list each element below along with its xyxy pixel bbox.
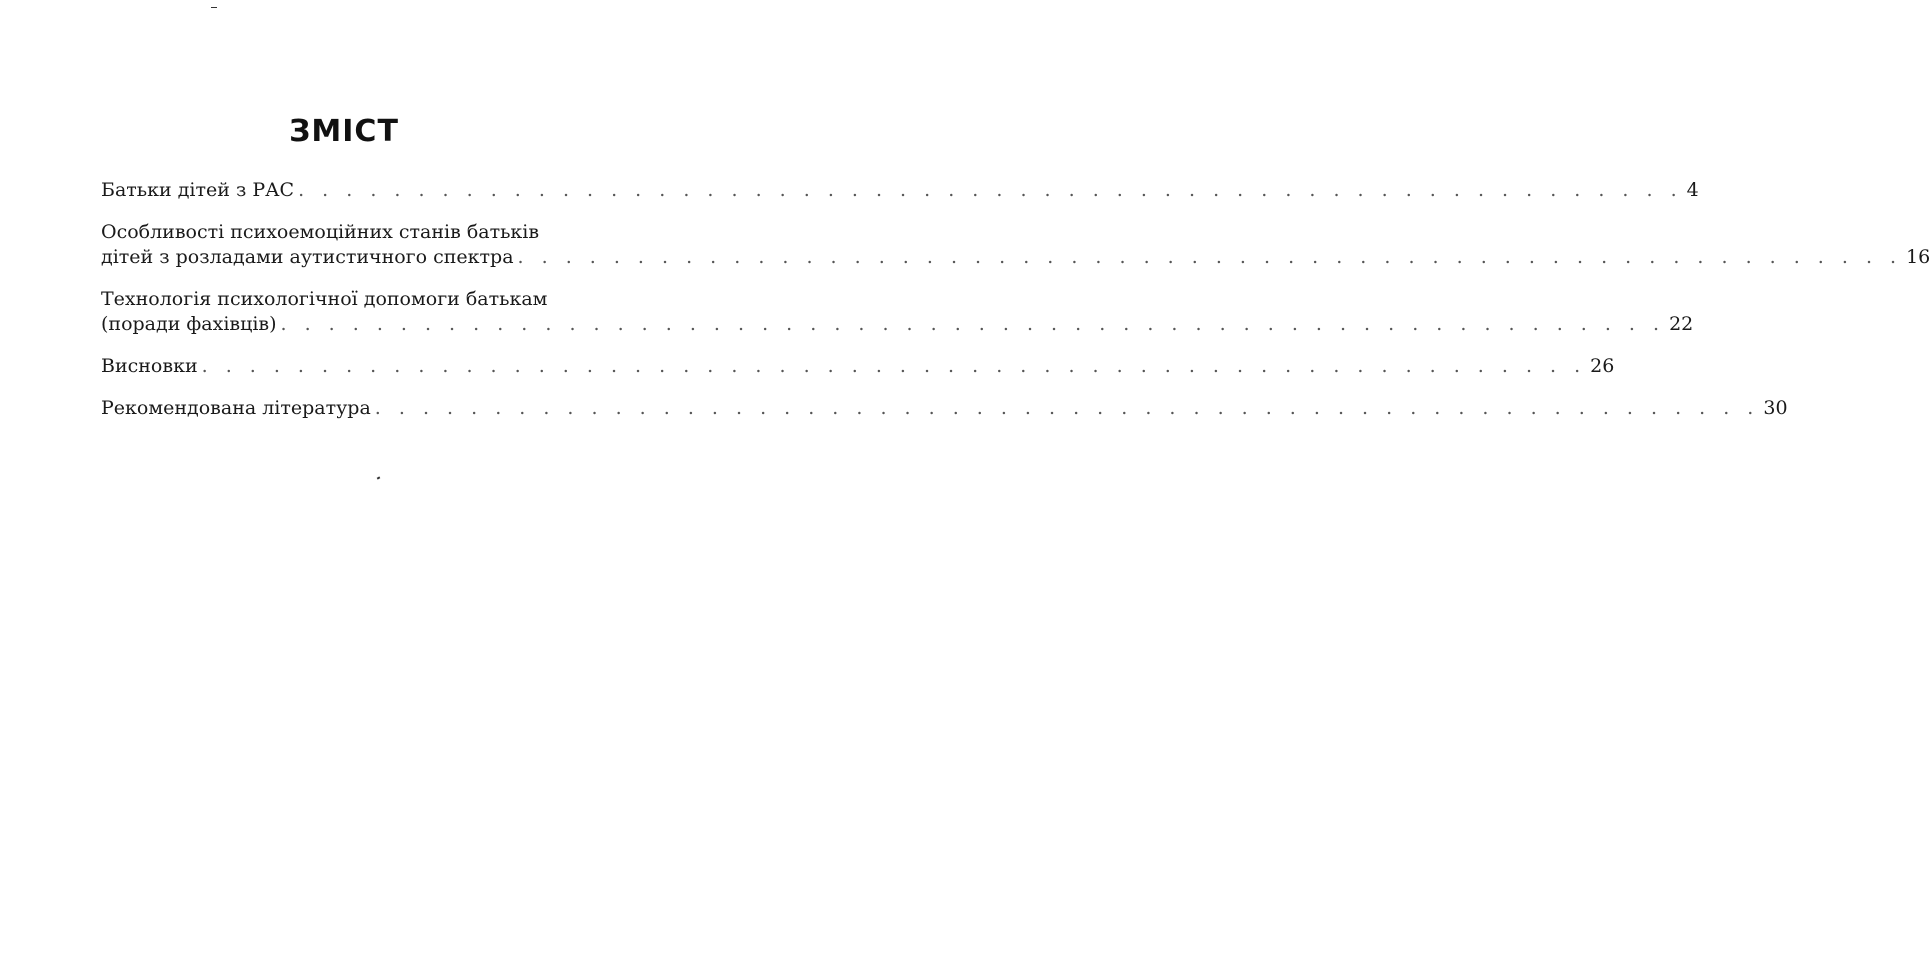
toc-entry-title: Особливості психоемоційних станів батьків [101, 221, 540, 243]
toc-entry-line [101, 178, 1699, 203]
toc-entry[interactable] [101, 178, 1699, 203]
dot-leader: . . . . . . . . . . . . . . . . . . . . . . . . . . . . . . . . . . . . . . . . . . . . . . . . . . . . . . . . . . [517, 246, 1903, 268]
table-of-contents [101, 178, 1930, 438]
toc-entry-line [101, 287, 601, 312]
toc-entry-line [101, 312, 1694, 337]
toc-page-number: 16 [1906, 246, 1930, 268]
toc-entry-line [101, 396, 1788, 421]
toc-entry-title: Технологія психологічної допомоги батькам [101, 288, 548, 310]
dot-leader: . . . . . . . . . . . . . . . . . . . . . . . . . . . . . . . . . . . . . . . . . . . . . . . . . . . . . . . . . . [201, 355, 1587, 377]
scan-speck [377, 476, 381, 479]
page-title: ЗМІСТ [289, 114, 399, 149]
toc-entry[interactable] [101, 354, 1615, 379]
toc-entry-title: Висновки [101, 355, 198, 377]
toc-page-number: 4 [1686, 179, 1699, 201]
toc-entry-line [101, 220, 601, 245]
toc-entry-line [101, 354, 1615, 379]
toc-entry[interactable] [101, 287, 1694, 337]
toc-page-number: 26 [1590, 355, 1615, 377]
toc-entry-line [101, 245, 1930, 270]
dot-leader: . . . . . . . . . . . . . . . . . . . . . . . . . . . . . . . . . . . . . . . . . . . . . . . . . . . . . . . . . . [374, 397, 1760, 419]
dot-leader: . . . . . . . . . . . . . . . . . . . . . . . . . . . . . . . . . . . . . . . . . . . . . . . . . . . . . . . . . . [298, 179, 1683, 201]
toc-entry-title: Рекомендована література [101, 397, 371, 419]
toc-page-number: 30 [1763, 397, 1788, 419]
toc-entry[interactable] [101, 396, 1788, 421]
toc-entry-title: Батьки дітей з РАС [101, 179, 295, 201]
toc-entry-title-continued: (поради фахівців) [101, 313, 277, 335]
toc-page-number: 22 [1669, 313, 1694, 335]
toc-entry-title-continued: дітей з розладами аутистичного спектра [101, 246, 514, 268]
dot-leader: . . . . . . . . . . . . . . . . . . . . . . . . . . . . . . . . . . . . . . . . . . . . . . . . . . . . . . . . . . [280, 313, 1666, 335]
scan-speck [211, 7, 217, 8]
toc-entry[interactable] [101, 220, 1930, 270]
